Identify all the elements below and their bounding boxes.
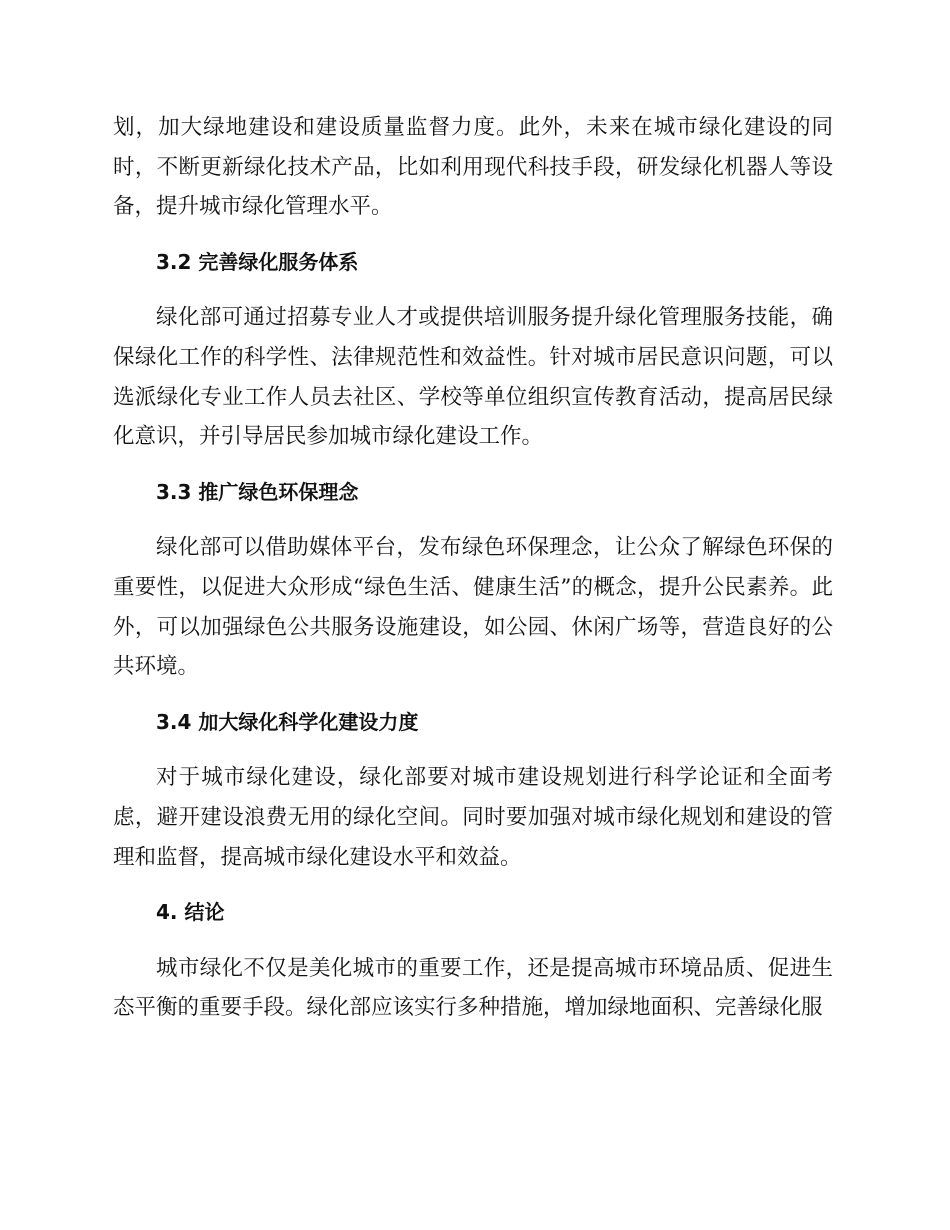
section-heading-3-4: 3.4 加大绿化科学化建设力度 bbox=[156, 709, 419, 734]
document-page bbox=[113, 108, 833, 1028]
body-paragraph: 绿化部可以借助媒体平台，发布绿色环保理念，让公众了解绿色环保的重要性，以促进大众形成“绿色生活、健康生活”的概念，提升公民素养。此外，可以加强绿色公共服务设施建设，如公园、休闲广场等，营造良好的公共环境。 bbox=[113, 535, 833, 680]
section-heading-3-2: 3.2 完善绿化服务体系 bbox=[156, 249, 359, 274]
body-paragraph: 划，加大绿地建设和建设质量监督力度。此外，未来在城市绿化建设的同时，不断更新绿化技术产品，比如利用现代科技手段，研发绿化机器人等设备，提升城市绿化管理水平。 bbox=[113, 115, 833, 220]
body-paragraph: 对于城市绿化建设，绿化部要对城市建设规划进行科学论证和全面考虑，避开建设浪费无用的绿化空间。同时要加强对城市绿化规划和建设的管理和监督，提高城市绿化建设水平和效益。 bbox=[113, 765, 833, 870]
body-paragraph: 城市绿化不仅是美化城市的重要工作，还是提高城市环境品质、促进生态平衡的重要手段。绿化部应该实行多种措施，增加绿地面积、完善绿化服 bbox=[113, 955, 833, 1021]
section-heading-4: 4. 结论 bbox=[156, 900, 225, 925]
section-heading-3-3: 3.3 推广绿色环保理念 bbox=[156, 479, 359, 504]
body-paragraph: 绿化部可通过招募专业人才或提供培训服务提升绿化管理服务技能，确保绿化工作的科学性、法律规范性和效益性。针对城市居民意识问题，可以选派绿化专业工作人员去社区、学校等单位组织宣传教育活动，提高居民绿化意识，并引导居民参加城市绿化建设工作。 bbox=[113, 305, 833, 450]
